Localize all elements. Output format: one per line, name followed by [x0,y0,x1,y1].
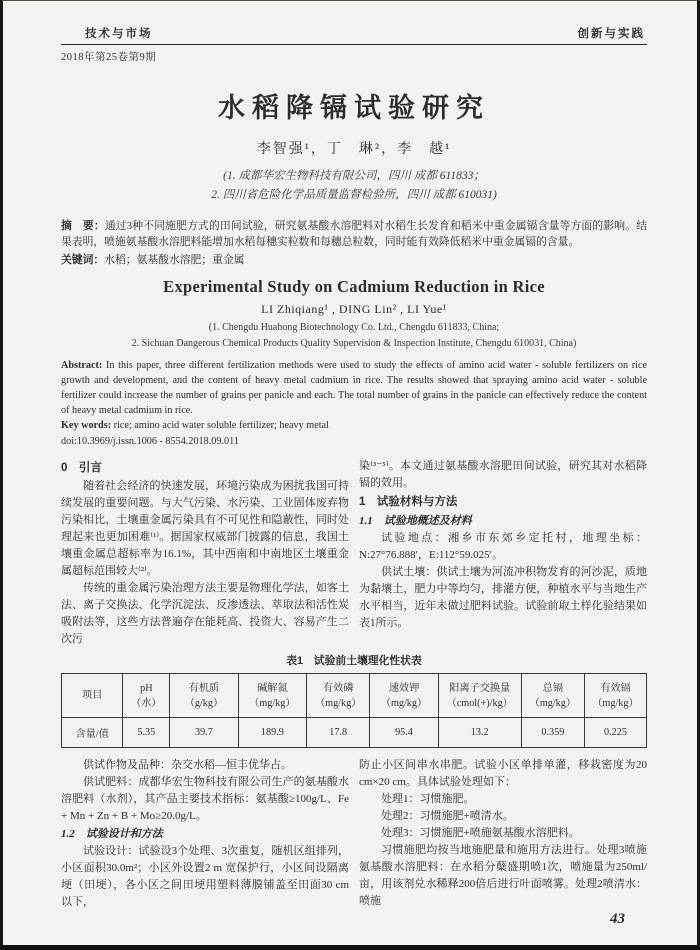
table-header-potassium: 速效钾 （mg/kg） [370,674,438,718]
site-paragraph: 试验地点：湘乡市东郊乡定托村，地理坐标：N:27°76.888′，E:112°59.025′。 [359,532,647,561]
keywords-en [61,418,647,434]
intro-paragraph-2: 传统的重金属污染治理方法主要是物理化学法，如客土法、离子交换法、化学沉淀法、反渗透法、萃取法和活性炭吸附法等，这些方法普遍存在能耗高、投资大、容易产生二次污 [61,582,349,645]
affiliation-cn-1: (1. 成都华宏生物科技有限公司，四川 成都 611833； [223,170,485,182]
doi-line: doi:10.3969/j.issn.1006 - 8554.2018.09.011 [61,435,239,447]
abstract-en [61,358,647,418]
affiliation-en-1: (1. Chengdu Huahong Biotechnology Co. Ltd., Chengdu 611833, China; [208,322,500,333]
table-caption: 表1 试验前土壤理化性状表 [286,655,422,667]
journal-name-left: 技术与市场 [85,28,153,40]
journal-issue: 2018年第25卷第9期 [61,52,157,63]
table-value-total-cd: 0.359 [521,718,584,748]
subsection-heading-site: 1.1 试验地概述及材料 [359,515,472,527]
table-value-cec: 13.2 [438,718,521,748]
fertilizer-paragraph: 供试肥料：成都华宏生物科技有限公司生产的氨基酸水溶肥料（水剂），其产品主要技术指标：氨基酸≥100g/L、Fe + Mn + Zn + B + Mo≥20.0g/L。 [61,776,349,822]
abstract-cn [61,218,647,250]
plot-paragraph: 防止小区间串水串肥。试验小区单排单灌，移栽密度为20 cm×20 cm。具体试验处理如下： [359,759,647,788]
table-header-phosphorus: 有效磷 （mg/kg） [307,674,370,718]
abstract-label-en: Abstract: [61,360,103,371]
table-row-label: 含量/值 [62,718,123,748]
table-header-nitrogen: 碱解氮 （mg/kg） [238,674,306,718]
table-value-potassium: 95.4 [370,718,438,748]
page-number: 43 [610,911,625,927]
abstract-text-en: In this paper, three different fertilization methods were used to study the effects of amino acid water - soluble fertilizers on rice growth and development, and the content of heavy metal cadmium in rice. The results showed that spraying amino acid water - soluble fertilizer could increase the number of grains per panicle and each. The total number of grains in the panicle can effectively reduce the content of heavy metal cadmium in rice. [61,360,647,416]
section-heading-materials: 1 试验材料与方法 [359,496,458,508]
table-value-nitrogen: 189.9 [238,718,306,748]
affiliations-cn [61,167,647,205]
table-header-row [62,674,647,718]
journal-header [61,25,647,64]
abstract-label-cn: 摘 要： [61,220,105,232]
section-heading-intro: 0 引言 [61,462,102,474]
body-columns-top [61,458,647,648]
table-header-ph: pH （水） [123,674,170,718]
authors-en: LI Zhiqiang¹ , DING Lin² , LI Yue¹ [261,302,447,316]
table-header-cec: 阳离子交换量 （cmol(+)/kg） [438,674,521,718]
affiliation-cn-2: 2. 四川省危险化学品质量监督检验所，四川 成都 610031) [211,189,497,201]
paper-title-cn: 水稻降镉试验研究 [218,93,490,123]
table-value-phosphorus: 17.8 [307,718,370,748]
left-column-top [61,458,349,648]
keywords-text-cn: 水稻；氨基酸水溶肥；重金属 [104,254,245,266]
keywords-label-cn: 关键词： [61,254,105,266]
soil-properties-table [61,673,647,748]
method-paragraph: 习惯施肥均按当地施肥量和施用方法进行。处理3喷施氨基酸水溶肥料：在水稻分蘖盛期喷1次，喷施量为250ml/亩，用该剂兑水稀释200倍后进行叶面喷雾。处理2喷清水：喷施 [359,844,647,907]
keywords-label-en: Key words: [61,420,112,431]
table-value-organic: 39.7 [170,718,238,748]
left-column-bottom [61,757,349,911]
affiliation-en-2: 2. Sichuan Dangerous Chemical Products Quality Supervision & Inspection Institute, Chengdu 610031, China) [131,337,577,349]
table-header-item: 项目 [62,674,123,718]
table-header-total-cd: 总镉 （mg/kg） [521,674,584,718]
continuation-paragraph: 染⁽³⁻⁵⁾。本文通过氨基酸水溶肥田间试验，研究其对水稻降镉的效用。 [359,460,647,489]
journal-name-right: 创新与实践 [577,28,645,40]
crop-paragraph: 供试作物及品种：杂交水稻—恒丰优华占。 [83,759,292,771]
soil-paragraph: 供试土壤：供试土壤为河流冲积物发育的河沙泥，质地为黏壤土，肥力中等均匀，排灌方便，种植水平与当地生产水平相当，近年未做过肥料试验。试验前取土样化验结果如表1所示。 [359,566,647,629]
design-paragraph: 试验设计：试验设3个处理、3次重复，随机区组排列，小区面积30.0m²；小区外设置2 m 宽保护行，小区间设隔离埂（田埂），各小区之间田埂用塑料薄膜铺盖至田面30 cm 以下， [61,845,349,908]
table-header-organic: 有机质 （g/kg） [170,674,238,718]
right-column-bottom [359,757,647,911]
paper-title-en: Experimental Study on Cadmium Reduction in Rice [163,277,545,296]
affiliations-en [61,320,647,351]
body-columns-bottom [61,757,647,911]
authors-cn: 李智强¹，丁 琳²，李 越¹ [256,142,452,157]
keywords-cn [61,252,647,268]
treatment-1: 处理1：习惯施肥。 [381,793,475,805]
subsection-heading-design: 1.2 试验设计和方法 [61,828,163,840]
treatment-2: 处理2：习惯施肥+喷清水。 [381,810,514,822]
table-value-ph: 5.35 [123,718,170,748]
intro-paragraph-1: 随着社会经济的快速发展，环境污染成为困扰我国可持续发展的重要问题。与大气污染、水污染、工业固体废弃物污染相比，土壤重金属污染具有不可见性和隐蔽性，同时处理起来也更加困难⁽¹⁾。据国家权威部门披露的信息，我国土壤重金属总超标率为16.1%，其中西南和中南地区土壤重金属超标范围较大⁽²⁾。 [61,480,349,577]
table-data-row [62,718,647,748]
treatment-3: 处理3：习惯施肥+喷施氨基酸水溶肥料。 [381,827,580,839]
right-column-top [359,458,647,648]
abstract-text-cn: 通过3种不同施肥方式的田间试验，研究氨基酸水溶肥料对水稻生长发育和稻米中重金属镉含量等方面的影响。结果表明，喷施氨基酸水溶肥料能增加水稻每穗实粒数和每穗总粒数，同时能有效降低稻米中重金属镉的含量。 [61,220,647,248]
table-value-avail-cd: 0.225 [584,718,646,748]
keywords-text-en: rice; amino acid water soluble fertilizer; heavy metal [111,420,329,431]
table-header-avail-cd: 有效镉 （mg/kg） [584,674,646,718]
